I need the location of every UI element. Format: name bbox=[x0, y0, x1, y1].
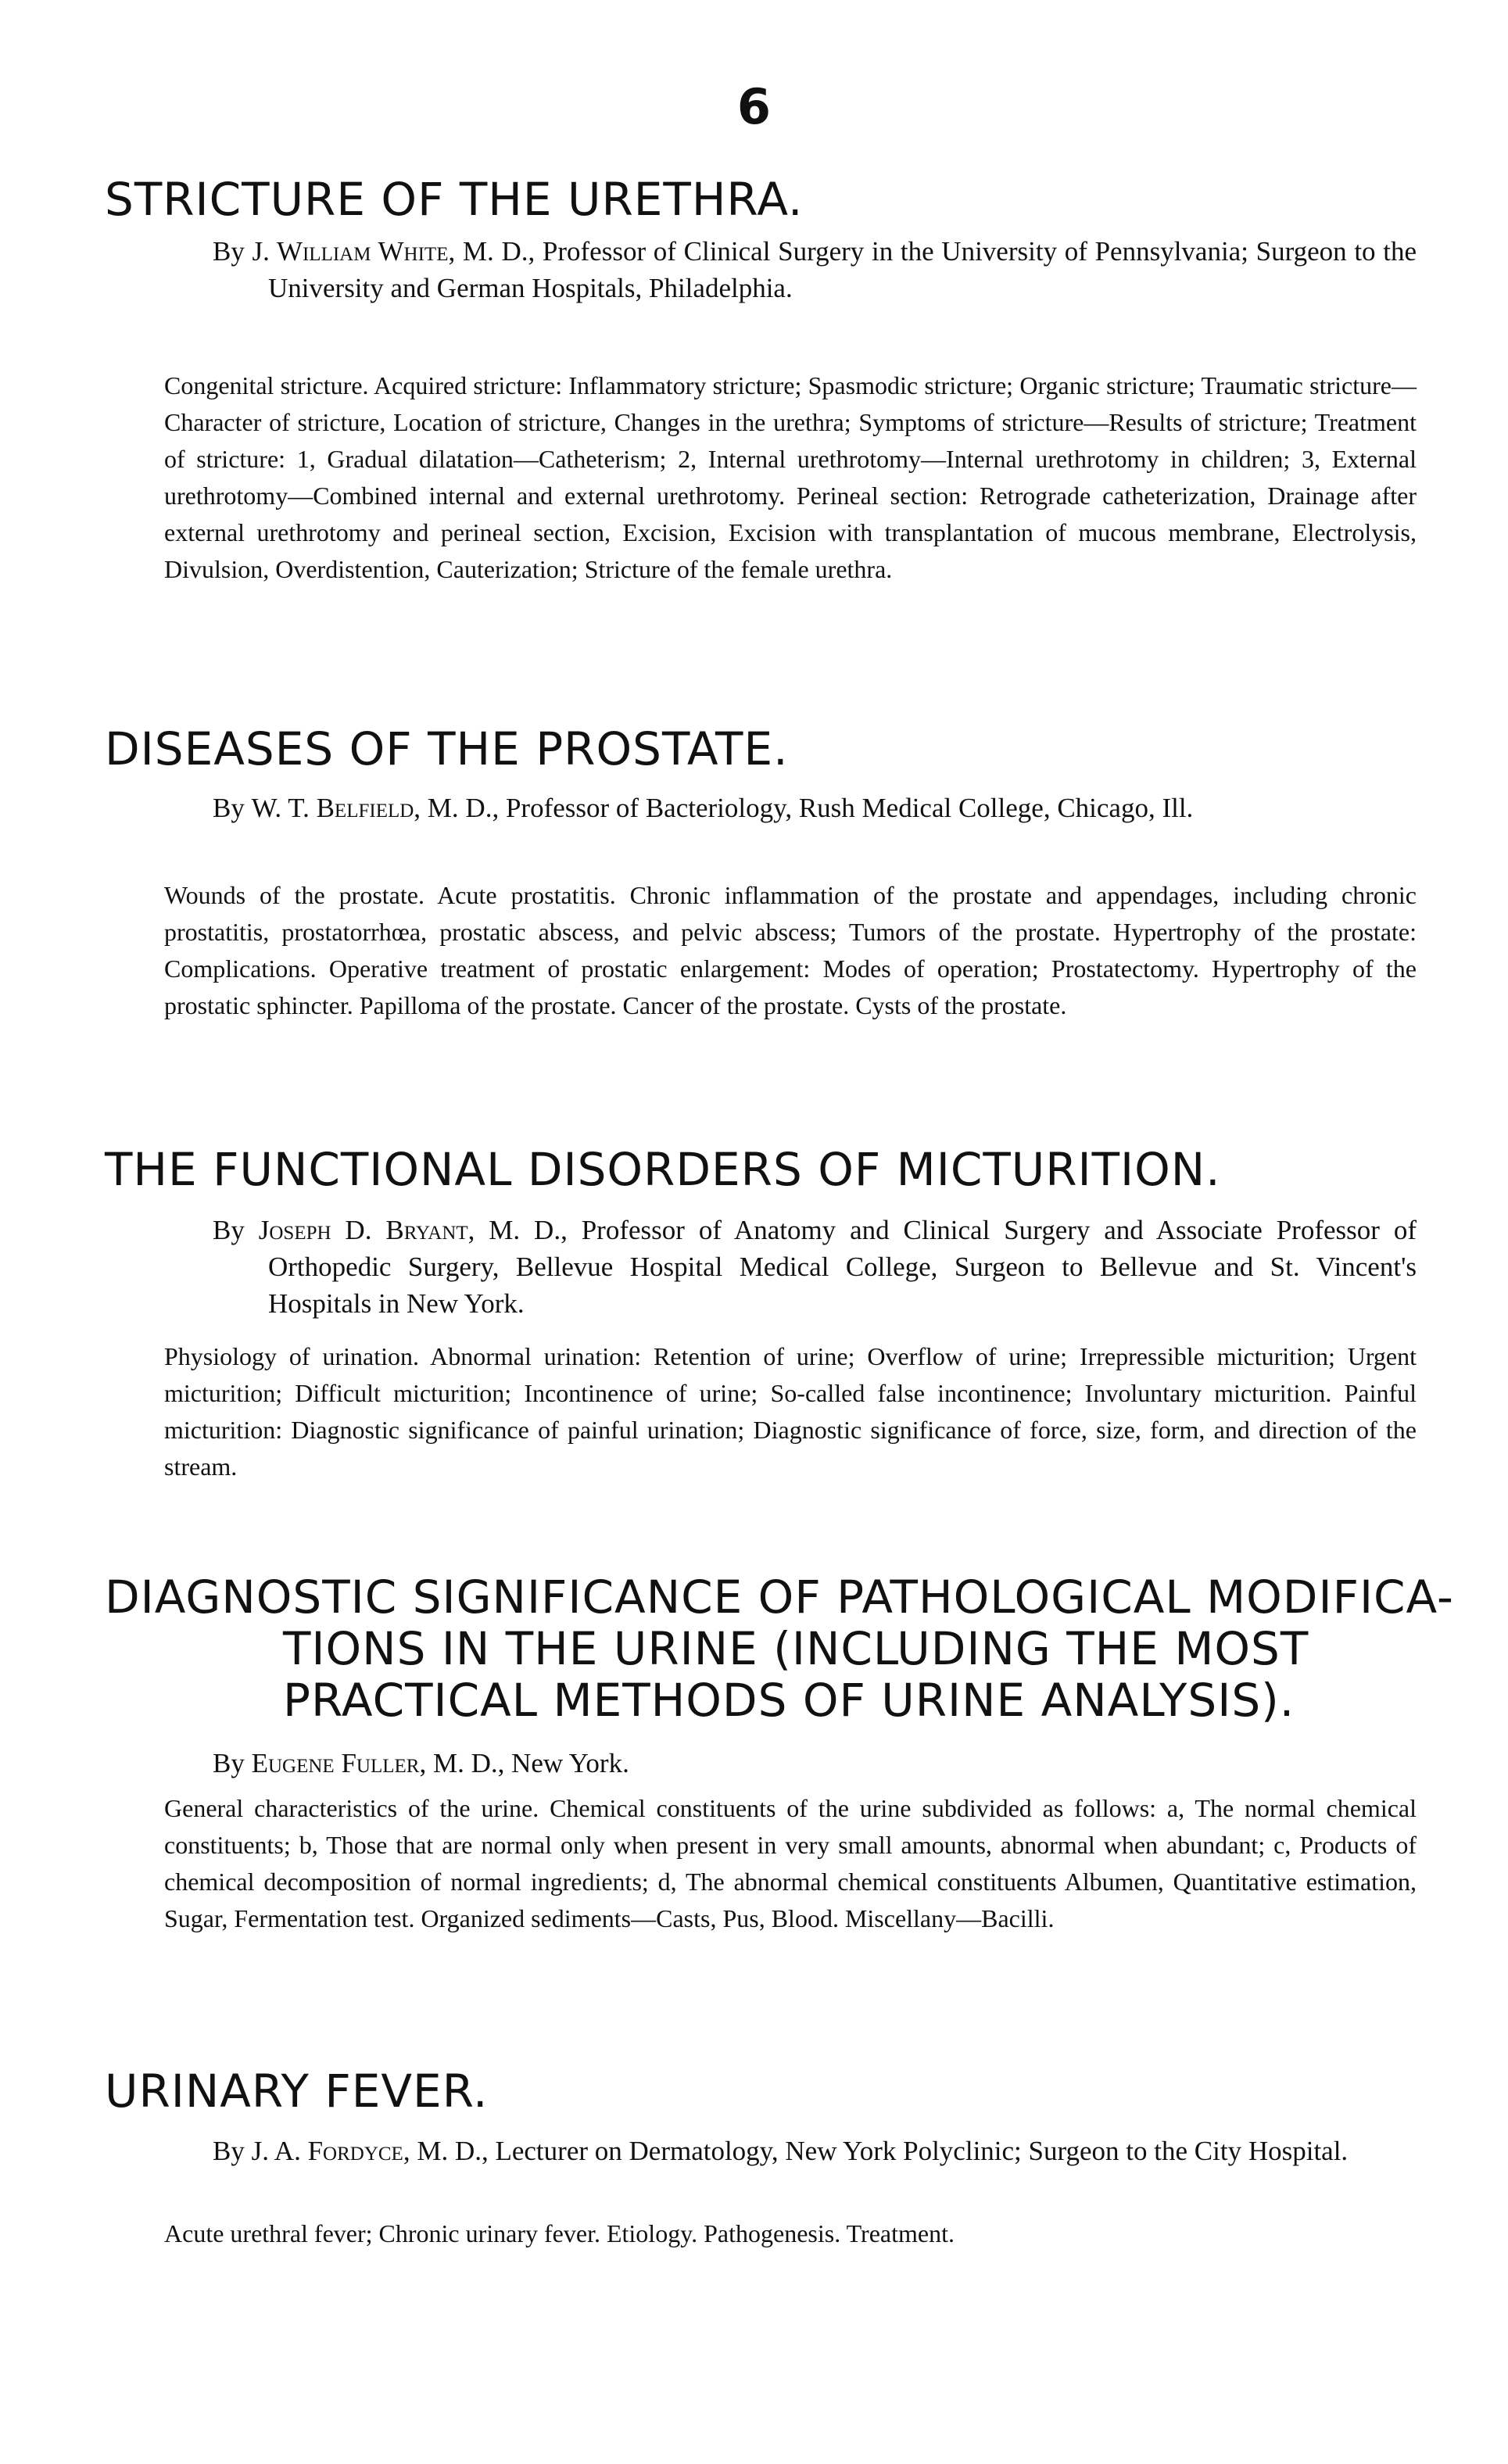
section-title-line: PRACTICAL METHODS OF URINE ANALYSIS). bbox=[283, 1674, 1295, 1727]
author-byline: By J. William White, M. D., Professor of Clinical Surgery in the University of Pennsylvania; Surgeon to the University and German Hospitals, Philadelphia. bbox=[213, 236, 1417, 303]
author-name: Joseph D. Bryant, M. D. bbox=[258, 1215, 561, 1245]
author-name: J. A. Fordyce, M. D. bbox=[251, 2136, 482, 2166]
page-number: 6 bbox=[736, 78, 772, 135]
section-title: STRICTURE OF THE URETHRA. bbox=[105, 173, 804, 226]
author-byline: By W. T. Belfield, M. D., Professor of Bacteriology, Rush Medical College, Chicago, Ill. bbox=[213, 793, 1194, 823]
section-abstract: Congenital stricture. Acquired stricture: Inflammatory stricture; Spasmodic stricture; Organic stricture; Traumatic stricture—Character of stricture, Location of stricture, Changes in the urethra; Symptoms of stricture—Results of stricture; Treatment of stricture: 1, Gradual dilatation—Catheterism; 2, Internal urethrotomy—Internal urethrotomy in children; 3, External urethrotomy—Combined internal and external urethrotomy. Perineal section: Retrograde catheterization, Drainage after external urethrotomy and perineal section, Excision, Excision with transplantation of mucous membrane, Electrolysis, Divulsion, Overdistention, Cauterization; Stricture of the female urethra. bbox=[164, 371, 1417, 583]
section-abstract: General characteristics of the urine. Chemical constituents of the urine subdivided as follows: a, The normal chemical constituents; b, Those that are normal only when present in very small amounts, abnormal when abundant; c, Products of chemical decomposition of normal ingredients; d, The abnormal chemical constituents Albumen, Quantitative estimation, Sugar, Fermentation test. Organized sediments—Casts, Pus, Blood. Miscellany—Bacilli. bbox=[164, 1794, 1417, 1932]
section-abstract: Wounds of the prostate. Acute prostatitis. Chronic inflammation of the prostate and appendages, including chronic prostatitis, prostatorrhœa, prostatic abscess, and pelvic abscess; Tumors of the prostate. Hypertrophy of the prostate: Complications. Operative treatment of prostatic enlargement: Modes of operation; Prostatectomy. Hypertrophy of the prostatic sphincter. Papilloma of the prostate. Cancer of the prostate. Cysts of the prostate. bbox=[164, 881, 1417, 1019]
author-byline: By Joseph D. Bryant, M. D., Professor of Anatomy and Clinical Surgery and Associate Professor of Orthopedic Surgery, Bellevue Hospital Medical College, Surgeon to Bellevue and St. Vincent's Hospitals in New York. bbox=[213, 1215, 1417, 1319]
section-title-line: DIAGNOSTIC SIGNIFICANCE OF PATHOLOGICAL MODIFICA- bbox=[105, 1570, 1454, 1624]
section-title: DISEASES OF THE PROSTATE. bbox=[105, 722, 789, 775]
section-title-line: TIONS IN THE URINE (INCLUDING THE MOST bbox=[283, 1622, 1309, 1675]
author-byline: By J. A. Fordyce, M. D., Lecturer on Dermatology, New York Polyclinic; Surgeon to the City Hospital. bbox=[213, 2136, 1349, 2166]
section-abstract: Physiology of urination. Abnormal urination: Retention of urine; Overflow of urine; Irrepressible micturition; Urgent micturition; Difficult micturition; Incontinence of urine; So-called false incontinence; Involuntary micturition. Painful micturition: Diagnostic significance of painful urination; Diagnostic significance of force, size, form, and direction of the stream. bbox=[164, 1342, 1417, 1481]
section-abstract: Acute urethral fever; Chronic urinary fever. Etiology. Pathogenesis. Treatment. bbox=[164, 2219, 955, 2247]
section-title bbox=[105, 1570, 1454, 1727]
author-name: Eugene Fuller, M. D. bbox=[251, 1748, 498, 1778]
author-name: J. William White, M. D. bbox=[252, 236, 528, 267]
section-title: URINARY FEVER. bbox=[105, 2065, 489, 2118]
section-title: THE FUNCTIONAL DISORDERS OF MICTURITION. bbox=[105, 1143, 1221, 1196]
author-name: W. T. Belfield, M. D. bbox=[251, 793, 493, 823]
author-byline: By Eugene Fuller, M. D., New York. bbox=[213, 1748, 629, 1778]
